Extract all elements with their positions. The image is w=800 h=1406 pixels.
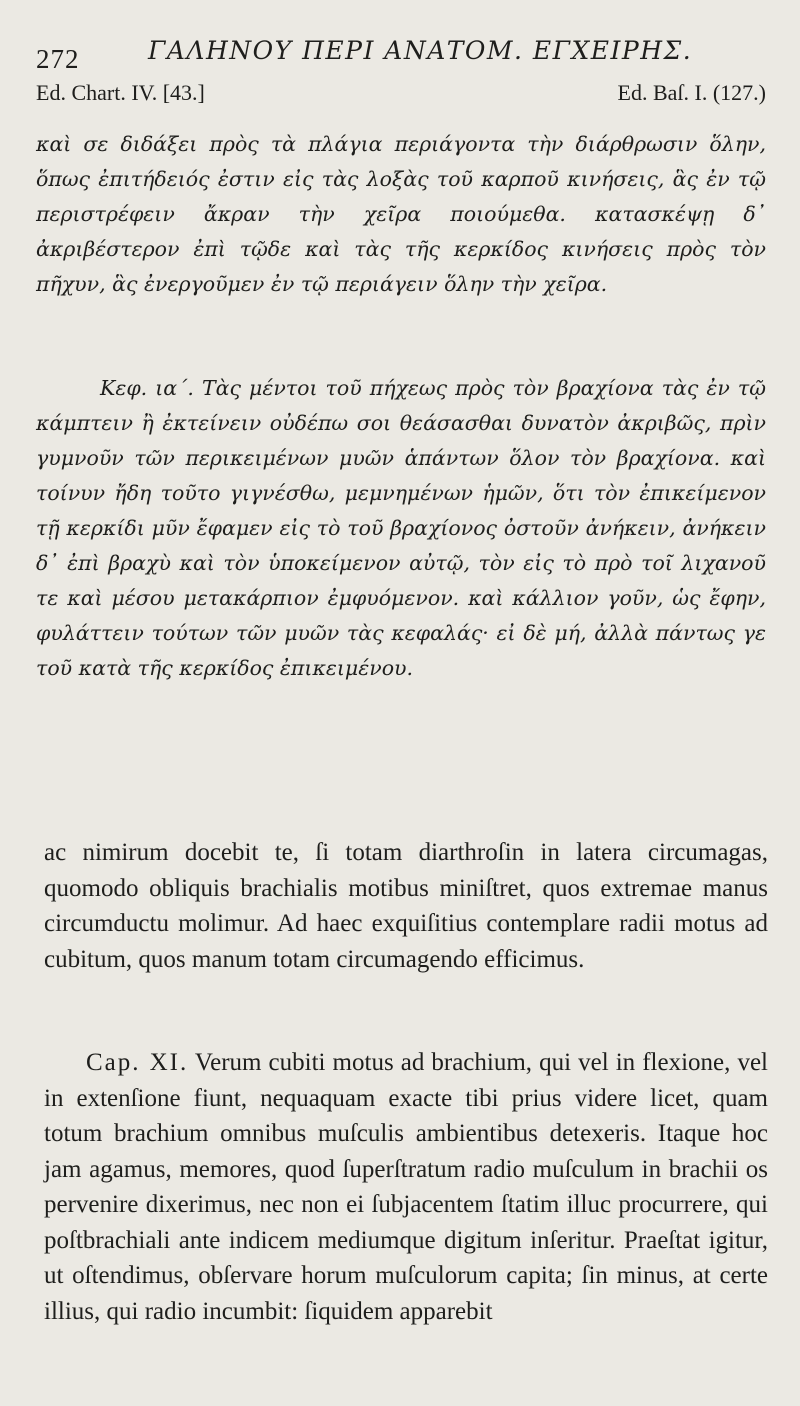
greek-chapter-label: Κεφ. ια΄. [100, 375, 194, 400]
latin-paragraph-1: ac nimirum docebit te, ſi totam diarthroſin in latera circumagas, quomodo obliquis brachialis motibus miniſtret, quos extremae manus circumductu molimur. Ad haec exquiſitius contemplare radii motus ad cubitum, quos manum totam circumagendo efficimus. [44, 839, 768, 973]
running-head [36, 36, 766, 74]
latin-paragraph-2 [44, 1045, 768, 1329]
greek-paragraph-2-text: Τὰς μέντοι τοῦ πήχεως πρὸς τὸν βραχίονα τὰς ἐν τῷ κάμπτειν ἢ ἐκτείνειν οὐδέπω σοι θεάσασθαι δυνατὸν ἀκριβῶς, πρὶν γυμνοῦν τῶν περικειμένων μυῶν ἁπάντων ὅλον τὸν βραχίονα. καὶ τοίνυν ἤδη τοῦτο γιγνέσθω, μεμνημένων ἡμῶν, ὅτι τὸν ἐπικείμενον τῇ κερκίδι μῦν ἔφαμεν εἰς τὸ τοῦ βραχίονος ὀστοῦν ἀνήκειν, ἀνήκειν δ᾽ ἐπὶ βραχὺ καὶ τὸν ὑποκείμενον αὐτῷ, τὸν εἰς τὸ πρὸ τοῖ λιχανοῦ τε καὶ μέσου μετακάρπιον ἐμφυόμενον. καὶ κάλλιον γοῦν, ὡς ἔφην, φυλάττειν τούτων τῶν μυῶν τὰς κεφαλάς· εἰ δὲ μή, ἀλλὰ πάντως γε τοῦ κατὰ τῆς κερκίδος ἐπικειμένου. [36, 375, 766, 680]
greek-paragraph-1: καὶ σε διδάξει πρὸς τὰ πλάγια περιάγοντα τὴν διάρθρωσιν ὅλην, ὅπως ἐπιτήδειός ἐστιν εἰς τὰς λοξὰς τοῦ καρποῦ κινήσεις, ἃς ἐν τῷ περιστρέφειν ἄκραν τὴν χεῖρα ποιούμεθα. κατασκέψῃ δ᾽ ἀκριβέστερον ἐπὶ τῷδε καὶ τὰς τῆς κερκίδος κινήσεις πρὸς τὸν πῆχυν, ἃς ἐνεργοῦμεν ἐν τῷ περιάγειν ὅλην τὴν χεῖρα. [36, 131, 766, 296]
edition-basel-reference: Ed. Baſ. I. (127.) [617, 80, 766, 105]
running-title: ΓΑΛΗΝΟΥ ΠΕΡΙ ΑΝΑΤΟΜ. ΕΓΧΕΙΡΗΣ. [148, 36, 693, 65]
edition-chartier-reference: Ed. Chart. IV. [43.] [36, 80, 205, 105]
greek-paragraph-2 [36, 371, 766, 686]
page-number: 272 [36, 44, 80, 74]
edition-references [36, 80, 766, 108]
latin-chapter-label: Cap. XI. [86, 1049, 189, 1076]
latin-paragraph-2-text: Verum cubiti motus ad brachium, qui vel in flexione, vel in extenſione fiunt, nequaquam exacte tibi prius videre licet, quam totum brachium omnibus muſculis ambientibus detexeris. Itaque hoc jam agamus, memores, quod ſuperſtratum radio muſculum in brachii os pervenire dixerimus, nec non ei ſubjacentem ſtatim illuc procurrere, qui poſtbrachiali ante indicem mediumque digitum inſeritur. Praeſtat igitur, ut oſtendimus, obſervare horum muſculorum capita; ſin minus, at certe illius, qui radio incumbit: ſiquidem apparebit [44, 1049, 768, 1325]
